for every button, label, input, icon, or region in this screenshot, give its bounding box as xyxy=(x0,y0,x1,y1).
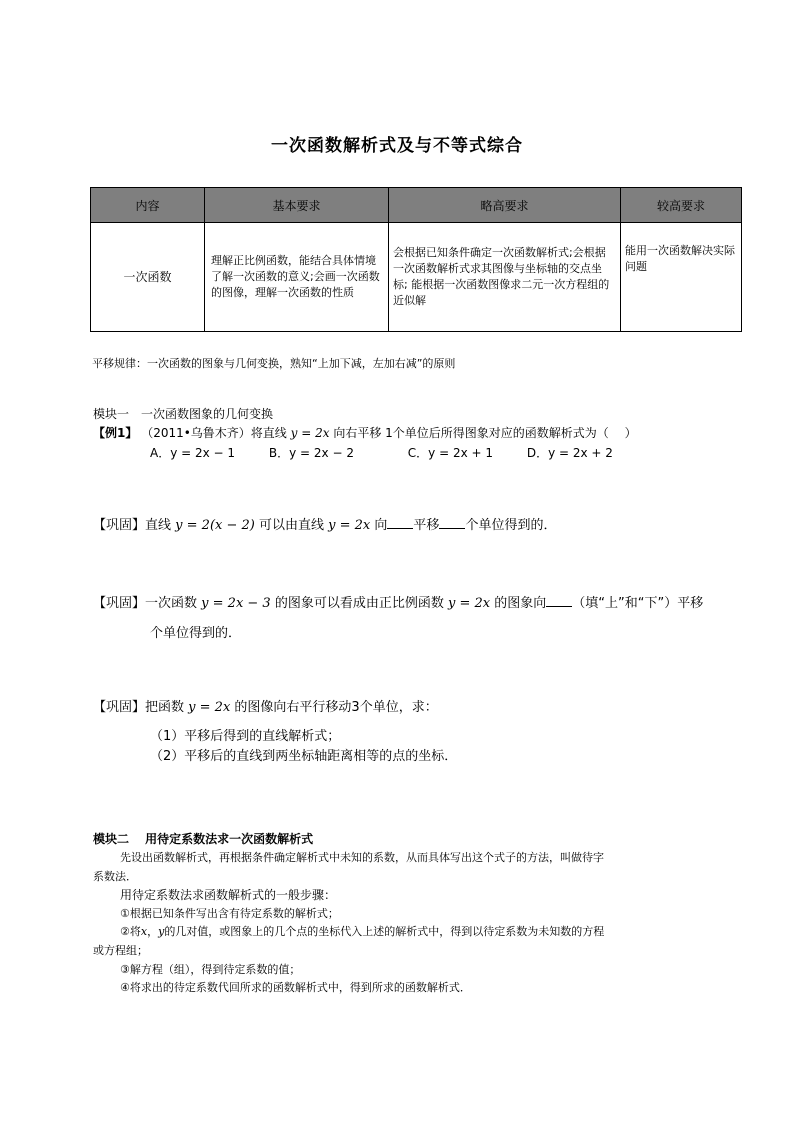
cell-higher-text: 会根据已知条件确定一次函数解析式;会根据一次函数解析式求其图像与坐标轴的交点坐标; 能根据一次函数图像求二元一次方程组的近似解 xyxy=(393,246,610,307)
table-header-row xyxy=(91,188,742,223)
step-2-x: x xyxy=(140,925,148,938)
example-tag: 【例1】 xyxy=(93,426,138,440)
consolidate-2-pre: 一次函数 xyxy=(145,596,198,611)
example-text-2: 向右平移 1个单位后所得图象对应的函数解析式为（ ） xyxy=(333,426,637,440)
consolidate-tag: 【巩固】 xyxy=(93,518,146,533)
example-text: （2011•乌鲁木齐）将直线 xyxy=(141,426,287,440)
step-2-a: ②将 xyxy=(120,925,141,938)
cell-topic: 一次函数 xyxy=(91,223,205,332)
step-1: ①根据已知条件写出含有待定系数的解析式； xyxy=(120,907,339,920)
consolidate-3-post: 的图像向右平行移动3个单位，求： xyxy=(234,700,438,715)
consolidate-1-post3: 个单位得到的． xyxy=(465,518,557,533)
consolidate-3-item-1: （1）平移后得到的直线解析式； xyxy=(150,729,341,744)
consolidate-2-line2: 个单位得到的． xyxy=(150,626,242,641)
example1-options xyxy=(150,444,643,461)
consolidate-2-post: 的图象向 xyxy=(494,596,547,611)
cell-basic-text: 理解正比例函数，能结合具体情境了解一次函数的意义;会画一次函数的图像，理解一次函数的性质 xyxy=(211,254,380,299)
header-content: 内容 xyxy=(91,188,205,223)
header-basic: 基本要求 xyxy=(205,188,389,223)
option-a: A．y = 2x − 1 xyxy=(150,446,236,460)
consolidate-tag: 【巩固】 xyxy=(93,700,146,715)
step-2-e: 的几对值，或图象上的几个点的坐标代入上述的解析式中，得到以待定系数为未知数的方程 xyxy=(164,925,605,938)
answer-blank xyxy=(439,516,465,529)
consolidate-3-eq1: y = 2x xyxy=(188,700,231,715)
example-equation: y = 2x xyxy=(290,426,330,440)
consolidate-2 xyxy=(93,592,703,611)
option-b: B．y = 2x − 2 xyxy=(268,446,354,460)
consolidate-3 xyxy=(93,696,438,715)
step-2-c: ， xyxy=(147,925,159,938)
consolidate-2-mid: 的图象可以看成由正比例函数 xyxy=(274,596,444,611)
option-d: D．y = 2x + 2 xyxy=(526,446,613,460)
cell-higher xyxy=(389,223,621,332)
consolidate-1-eq2: y = 2x xyxy=(328,518,371,533)
cell-highest xyxy=(621,223,742,332)
answer-blank xyxy=(546,594,572,607)
header-highest: 较高要求 xyxy=(621,188,742,223)
option-c: C．y = 2x + 1 xyxy=(407,446,494,460)
example1 xyxy=(93,424,637,441)
translation-rule: 平移规律：一次函数的图象与几何变换，熟知“上加下减，左加右减”的原则 xyxy=(92,357,456,370)
answer-blank xyxy=(387,516,413,529)
steps-title: 用待定系数法求函数解析式的一般步骤： xyxy=(120,888,337,902)
consolidate-1-post1: 向 xyxy=(374,518,388,533)
consolidate-2-eq2: y = 2x xyxy=(448,596,491,611)
requirements-table xyxy=(90,187,742,332)
consolidate-2-post2: （填“上”和“下”）平移 xyxy=(572,596,704,611)
consolidate-1-pre: 直线 xyxy=(145,518,172,533)
header-higher: 略高要求 xyxy=(389,188,621,223)
cell-highest-text: 能用一次函数解决实际问题 xyxy=(625,244,735,273)
cell-basic xyxy=(205,223,389,332)
consolidate-1 xyxy=(93,514,556,533)
consolidate-1-eq1: y = 2(x − 2) xyxy=(175,518,255,533)
step-2-y: y xyxy=(158,925,165,938)
consolidate-2-eq1: y = 2x − 3 xyxy=(201,596,271,611)
consolidate-1-mid: 可以由直线 xyxy=(259,518,325,533)
step-2 xyxy=(120,923,604,939)
module2-heading: 模块二 用待定系数法求一次函数解析式 xyxy=(93,832,314,846)
consolidate-1-post2: 平移 xyxy=(413,518,440,533)
consolidate-3-pre: 把函数 xyxy=(145,700,185,715)
consolidate-3-item-2: （2）平移后的直线到两坐标轴距离相等的点的坐标． xyxy=(150,749,458,764)
consolidate-tag: 【巩固】 xyxy=(93,596,146,611)
table-row xyxy=(91,223,742,332)
module1-heading: 模块一 一次函数图象的几何变换 xyxy=(93,407,274,421)
page-title: 一次函数解析式及与不等式综合 xyxy=(271,136,523,156)
module2-intro-2: 系数法． xyxy=(93,870,137,883)
step-3: ③解方程（组），得到待定系数的值； xyxy=(120,963,301,976)
module2-intro-1: 先设出函数解析式，再根据条件确定解析式中未知的系数，从而具体写出这个式子的方法，叫做待字 xyxy=(120,851,604,864)
step-4: ④将求出的待定系数代回所求的函数解析式中，得到所求的函数解析式． xyxy=(120,981,471,994)
step-2-continued: 或方程组； xyxy=(93,944,148,957)
